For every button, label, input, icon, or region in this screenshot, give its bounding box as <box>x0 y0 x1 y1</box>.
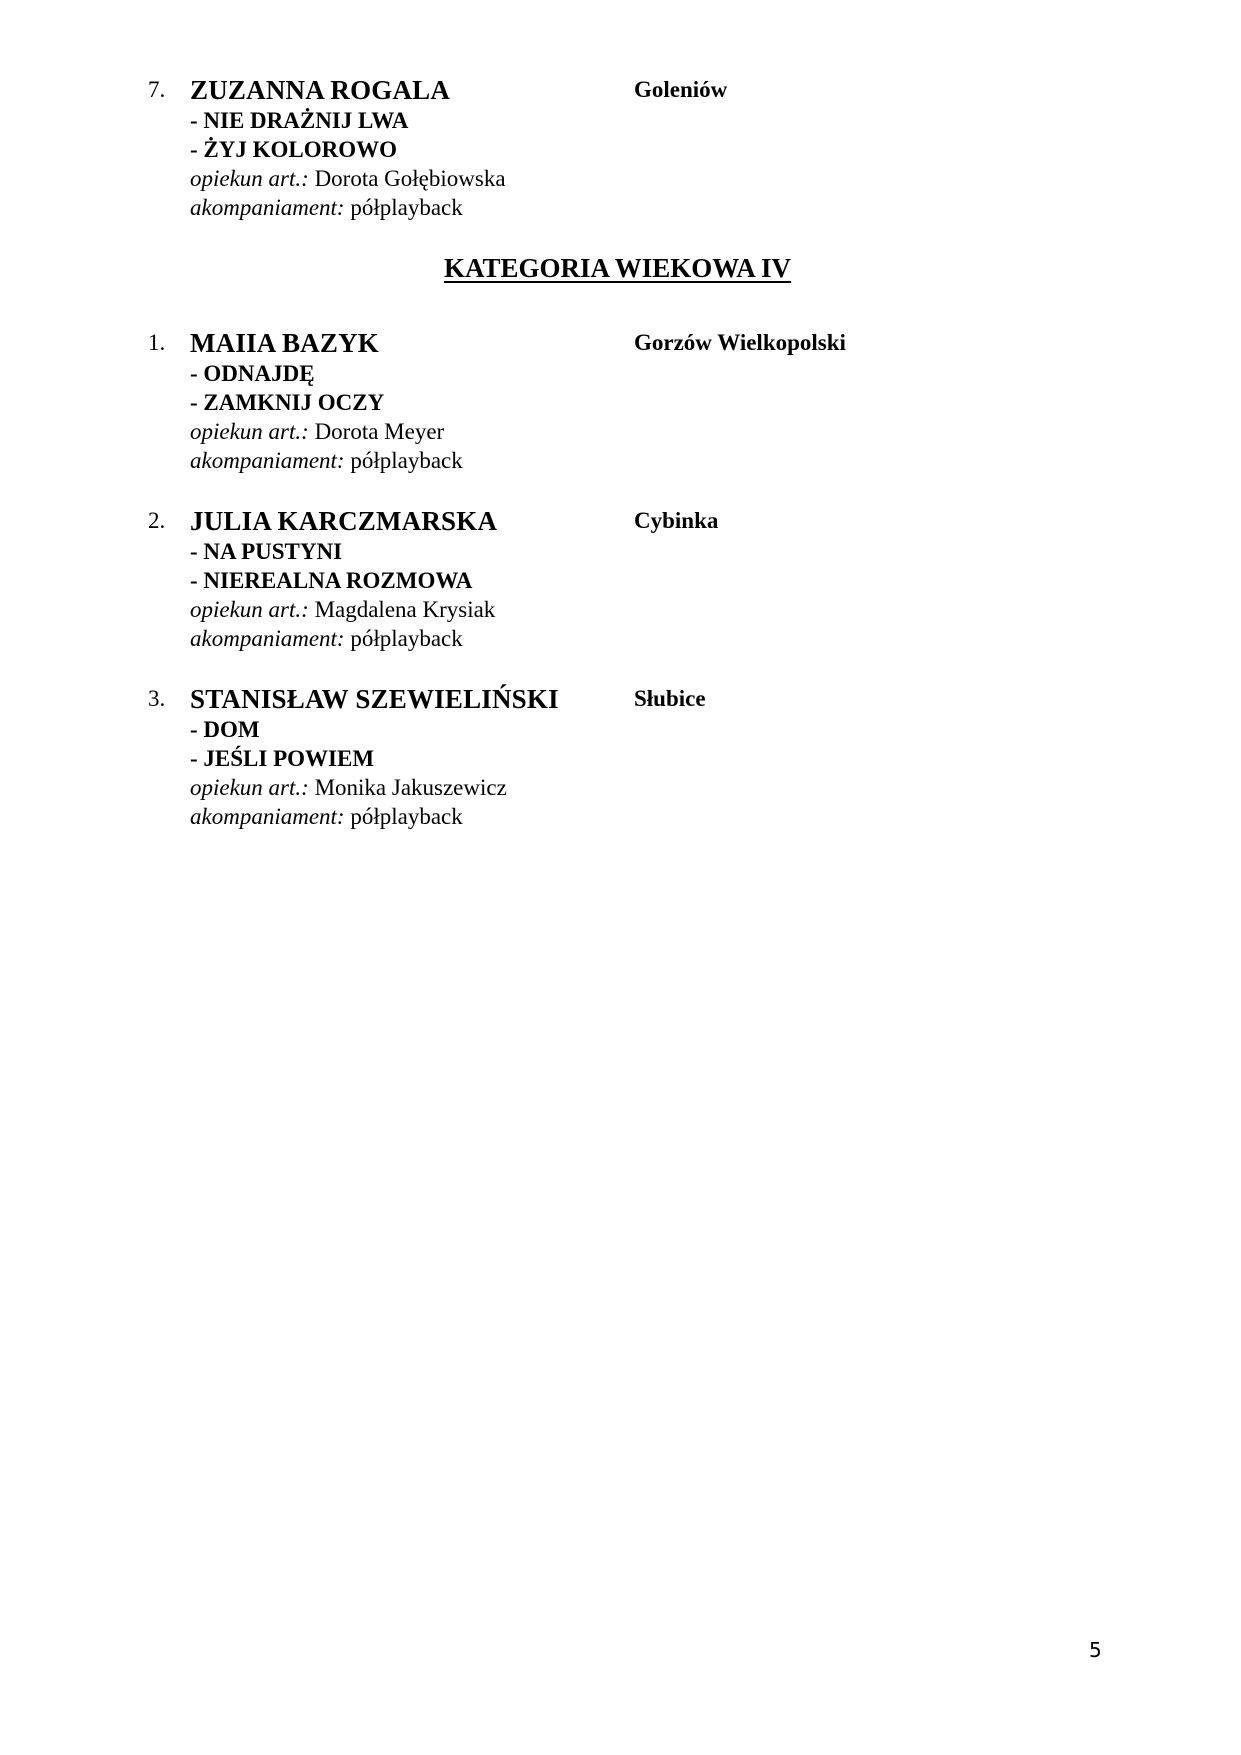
participant-city: Cybinka <box>634 508 719 533</box>
song-title: - ZAMKNIJ OCZY <box>190 390 385 415</box>
entry-number: 3. <box>148 686 166 711</box>
entry-number: 7. <box>148 77 166 102</box>
song-title: - NIE DRAŻNIJ LWA <box>190 108 409 133</box>
song-title: - JEŚLI POWIEM <box>190 746 375 771</box>
accompaniment-line <box>190 624 497 653</box>
page-number: 5 <box>1089 1638 1102 1662</box>
accompaniment-value: półplayback <box>344 626 463 651</box>
song-title: - NA PUSTYNI <box>190 539 343 564</box>
supervisor-label: opiekun art.: <box>190 419 309 444</box>
song-title: - ŻYJ KOLOROWO <box>190 137 398 162</box>
participant-name: JULIA KARCZMARSKA <box>190 506 498 536</box>
accompaniment-label: akompaniament: <box>190 804 345 829</box>
entry-number: 2. <box>148 508 166 533</box>
accompaniment-line <box>190 193 506 222</box>
participant-name: ZUZANNA ROGALA <box>190 75 451 105</box>
entry-body <box>190 683 559 831</box>
accompaniment-label: akompaniament: <box>190 195 345 220</box>
entry-body <box>190 74 506 222</box>
participant-city: Gorzów Wielkopolski <box>634 330 846 355</box>
supervisor-line <box>190 164 506 193</box>
supervisor-line <box>190 595 497 624</box>
accompaniment-label: akompaniament: <box>190 626 345 651</box>
accompaniment-line <box>190 802 559 831</box>
supervisor-line <box>190 417 463 446</box>
accompaniment-line <box>190 446 463 475</box>
supervisor-label: opiekun art.: <box>190 166 309 191</box>
category-heading-text: KATEGORIA WIEKOWA IV <box>443 253 792 283</box>
supervisor-name: Dorota Gołębiowska <box>308 166 506 191</box>
participant-city: Słubice <box>634 686 706 711</box>
song-title: - DOM <box>190 717 260 742</box>
entry-number: 1. <box>148 330 166 355</box>
entry-body <box>190 505 497 653</box>
accompaniment-value: półplayback <box>344 804 463 829</box>
entry-body <box>190 327 463 475</box>
participant-name: STANISŁAW SZEWIELIŃSKI <box>190 684 559 714</box>
supervisor-name: Monika Jakuszewicz <box>308 775 507 800</box>
song-title: - NIEREALNA ROZMOWA <box>190 568 473 593</box>
supervisor-label: opiekun art.: <box>190 597 309 622</box>
participant-city: Goleniów <box>634 77 728 102</box>
supervisor-label: opiekun art.: <box>190 775 309 800</box>
supervisor-name: Dorota Meyer <box>308 419 445 444</box>
song-title: - ODNAJDĘ <box>190 361 315 386</box>
category-heading <box>0 252 1241 284</box>
accompaniment-label: akompaniament: <box>190 448 345 473</box>
accompaniment-value: półplayback <box>344 195 463 220</box>
accompaniment-value: półplayback <box>344 448 463 473</box>
participant-name: MAIIA BAZYK <box>190 328 379 358</box>
supervisor-line <box>190 773 559 802</box>
supervisor-name: Magdalena Krysiak <box>308 597 496 622</box>
